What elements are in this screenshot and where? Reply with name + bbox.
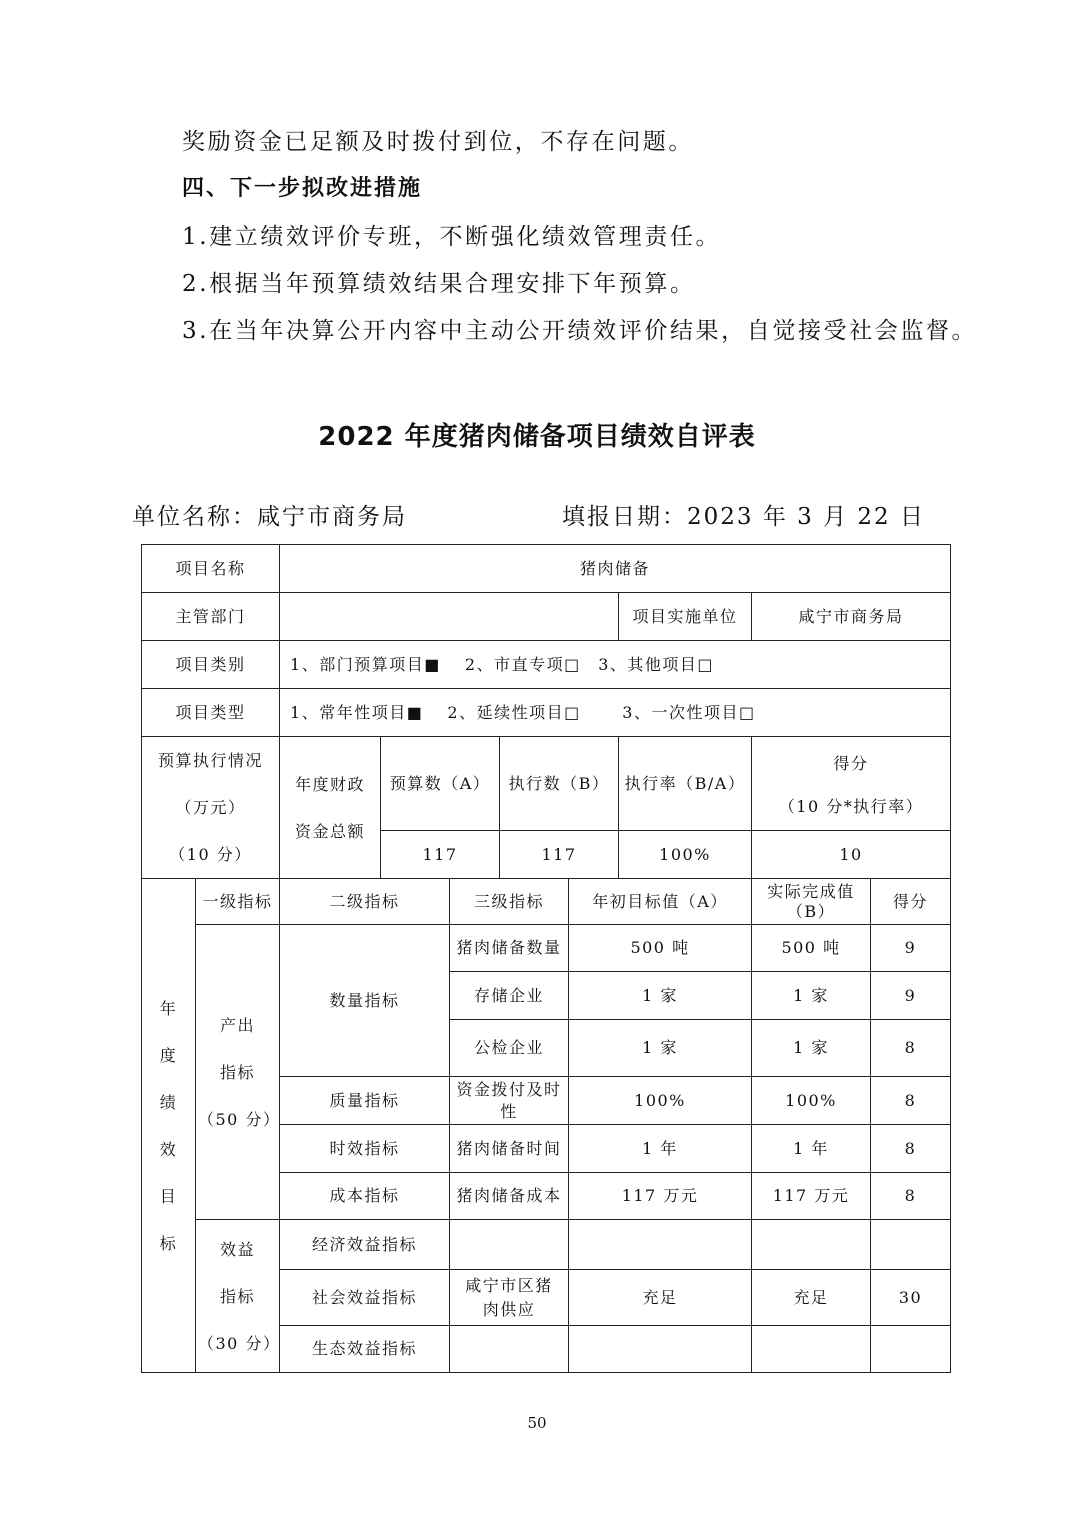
type-label: 项目类型 <box>142 689 280 737</box>
row4-actual: 100% <box>752 1077 871 1125</box>
rate-label: 执行率（B/A） <box>619 737 752 831</box>
row1-target: 500 吨 <box>569 925 752 972</box>
paragraph-2: 1.建立绩效评价专班，不断强化绩效管理责任。 <box>182 224 722 250</box>
row8-l2: 社会效益指标 <box>280 1270 450 1326</box>
budget-exec-label-line3: （10 分） <box>169 845 252 864</box>
row5-target: 1 年 <box>569 1125 752 1173</box>
header-actual: 实际完成值（B） <box>752 879 871 925</box>
row3-score: 8 <box>871 1020 951 1077</box>
row9-score <box>871 1326 951 1373</box>
paragraph-1: 奖励资金已足额及时拨付到位，不存在问题。 <box>182 129 694 155</box>
fund-total-label-line2: 资金总额 <box>295 821 366 841</box>
score-label-line1: 得分 <box>833 754 869 773</box>
header-target: 年初目标值（A） <box>569 879 752 925</box>
row6-l2: 成本指标 <box>280 1173 450 1220</box>
benefit-label-line3: （30 分） <box>198 1333 281 1353</box>
budget-exec-label <box>142 737 280 879</box>
goal-char-4: 效 <box>159 1139 178 1159</box>
section-heading: 四、下一步拟改进措施 <box>182 176 423 201</box>
dept-value <box>280 593 619 641</box>
rate-value: 100% <box>619 831 752 879</box>
header-level1: 一级指标 <box>196 879 280 925</box>
header-level3: 三级指标 <box>450 879 569 925</box>
output-indicator-label <box>196 925 280 1220</box>
goal-char-1: 年 <box>159 998 178 1018</box>
row6-score: 8 <box>871 1173 951 1220</box>
exec-b-value: 117 <box>500 831 619 879</box>
row7-l3 <box>450 1220 569 1270</box>
budget-a-value: 117 <box>381 831 500 879</box>
row9-target <box>569 1326 752 1373</box>
category-label: 项目类别 <box>142 641 280 689</box>
row4-l3: 资金拨付及时性 <box>450 1077 569 1125</box>
row2-score: 9 <box>871 972 951 1020</box>
row5-score: 8 <box>871 1125 951 1173</box>
row6-l3: 猪肉储备成本 <box>450 1173 569 1220</box>
row9-l3 <box>450 1326 569 1373</box>
output-label-line2: 指标 <box>220 1062 256 1082</box>
header-level2: 二级指标 <box>280 879 450 925</box>
row9-l2: 生态效益指标 <box>280 1326 450 1373</box>
row4-score: 8 <box>871 1077 951 1125</box>
row1-l3: 猪肉储备数量 <box>450 925 569 972</box>
output-label-line3: （50 分） <box>198 1109 281 1129</box>
row8-target: 充足 <box>569 1270 752 1326</box>
budget-score-value: 10 <box>752 831 951 879</box>
form-title: 2022 年度猪肉储备项目绩效自评表 <box>318 422 756 452</box>
row7-l2: 经济效益指标 <box>280 1220 450 1270</box>
fund-total-label <box>280 737 381 879</box>
row1-score: 9 <box>871 925 951 972</box>
row2-target: 1 家 <box>569 972 752 1020</box>
impl-unit-value: 咸宁市商务局 <box>752 593 951 641</box>
fill-date: 填报日期：2023 年 3 月 22 日 <box>562 504 925 530</box>
page-number: 50 <box>527 1414 547 1432</box>
paragraph-3: 2.根据当年预算绩效结果合理安排下年预算。 <box>182 271 696 297</box>
row4-target: 100% <box>569 1077 752 1125</box>
row2-actual: 1 家 <box>752 972 871 1020</box>
score-formula-label <box>752 737 951 831</box>
paragraph-4: 3.在当年决算公开内容中主动公开绩效评价结果，自觉接受社会监督。 <box>182 318 978 344</box>
benefit-label-line2: 指标 <box>220 1286 256 1306</box>
row3-target: 1 家 <box>569 1020 752 1077</box>
quantity-indicator-label: 数量指标 <box>280 925 450 1077</box>
category-options: 1、部门预算项目■ 2、市直专项□ 3、其他项目□ <box>280 641 951 689</box>
row8-actual: 充足 <box>752 1270 871 1326</box>
row5-actual: 1 年 <box>752 1125 871 1173</box>
row9-actual <box>752 1326 871 1373</box>
goal-char-5: 目 <box>159 1186 178 1206</box>
goal-char-3: 绩 <box>159 1092 178 1112</box>
benefit-label-line1: 效益 <box>220 1239 256 1259</box>
row2-l3: 存储企业 <box>450 972 569 1020</box>
row7-actual <box>752 1220 871 1270</box>
project-name-label: 项目名称 <box>142 545 280 593</box>
row5-l2: 时效指标 <box>280 1125 450 1173</box>
fund-total-label-line1: 年度财政 <box>295 774 366 794</box>
row6-actual: 117 万元 <box>752 1173 871 1220</box>
type-options: 1、常年性项目■ 2、延续性项目□ 3、一次性项目□ <box>280 689 951 737</box>
row5-l3: 猪肉储备时间 <box>450 1125 569 1173</box>
score-label-line2: （10 分*执行率） <box>778 797 924 816</box>
project-name-value: 猪肉储备 <box>280 545 951 593</box>
row1-actual: 500 吨 <box>752 925 871 972</box>
header-score: 得分 <box>871 879 951 925</box>
row3-actual: 1 家 <box>752 1020 871 1077</box>
row8-score: 30 <box>871 1270 951 1326</box>
dept-label: 主管部门 <box>142 593 280 641</box>
row7-target <box>569 1220 752 1270</box>
annual-goal-label <box>142 879 196 1373</box>
row4-l2: 质量指标 <box>280 1077 450 1125</box>
evaluation-table <box>141 544 951 1373</box>
budget-exec-label-line1: 预算执行情况 <box>158 751 264 770</box>
unit-name: 单位名称：咸宁市商务局 <box>132 504 407 530</box>
budget-exec-label-line2: （万元） <box>175 798 246 817</box>
row3-l3: 公检企业 <box>450 1020 569 1077</box>
exec-b-label: 执行数（B） <box>500 737 619 831</box>
row8-l3: 咸宁市区猪肉供应 <box>450 1270 569 1326</box>
goal-char-2: 度 <box>159 1045 178 1065</box>
budget-a-label: 预算数（A） <box>381 737 500 831</box>
output-label-line1: 产出 <box>220 1015 256 1035</box>
row6-target: 117 万元 <box>569 1173 752 1220</box>
goal-char-6: 标 <box>159 1233 178 1253</box>
benefit-indicator-label <box>196 1220 280 1373</box>
row7-score <box>871 1220 951 1270</box>
impl-unit-label: 项目实施单位 <box>619 593 752 641</box>
